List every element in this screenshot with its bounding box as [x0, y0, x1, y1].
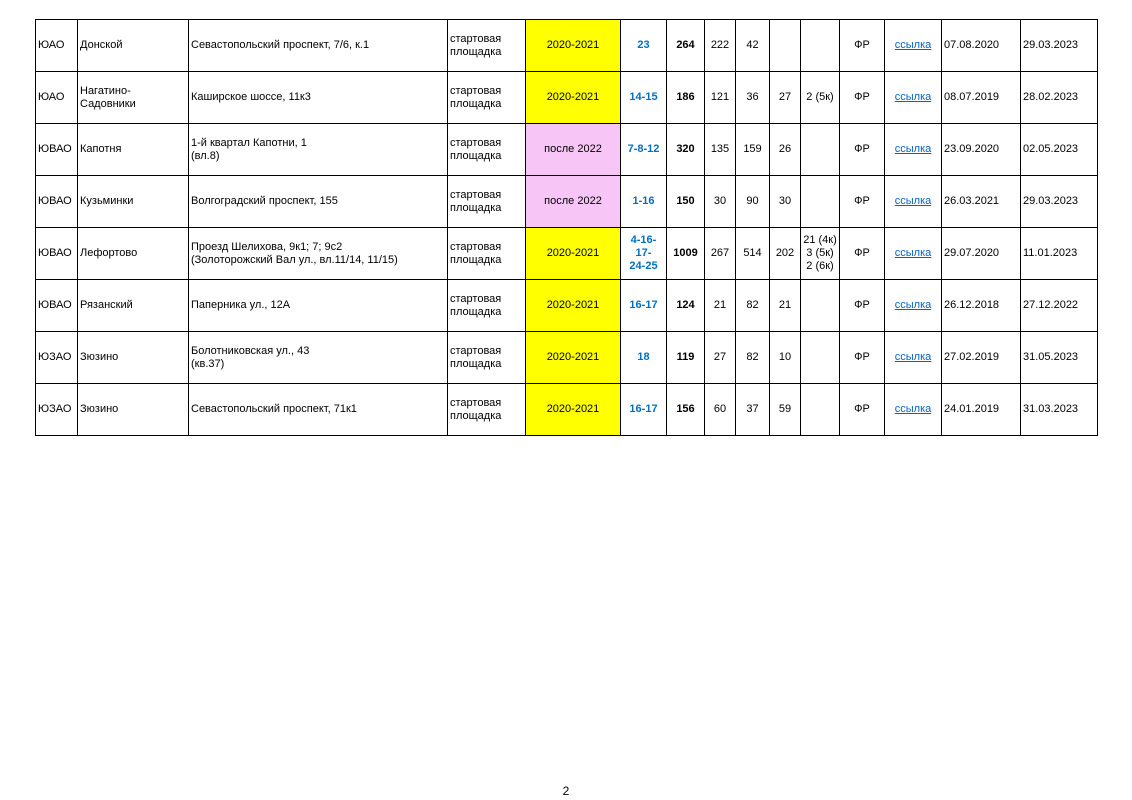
- count-4-line: 2 (6к): [806, 260, 834, 272]
- count-cell-3: [770, 20, 801, 72]
- link-cell: [885, 384, 942, 436]
- area-cell: Капотня: [78, 124, 189, 176]
- period-cell: 2020-2021: [526, 20, 621, 72]
- count-cell-3: 27: [770, 72, 801, 124]
- link-cell: [885, 72, 942, 124]
- site-type-line: стартовая: [450, 240, 502, 253]
- area-cell: Зюзино: [78, 384, 189, 436]
- fund-cell: ФР: [840, 124, 885, 176]
- district-cell: ЮАО: [36, 20, 78, 72]
- count-cell-4: [801, 280, 840, 332]
- count-cell-2: 36: [736, 72, 770, 124]
- count-cell-1: 30: [705, 176, 736, 228]
- site-type-cell: [448, 20, 526, 72]
- count-cell-3: 202: [770, 228, 801, 280]
- address-line: Болотниковская ул., 43: [191, 344, 310, 357]
- fund-cell: ФР: [840, 228, 885, 280]
- address-line: Проезд Шелихова, 9к1; 7; 9с2: [191, 240, 343, 253]
- site-type-line: площадка: [450, 253, 502, 266]
- fund-cell: ФР: [840, 332, 885, 384]
- count-cell-3: 10: [770, 332, 801, 384]
- address-line: (кв.37): [191, 357, 225, 370]
- count-cell-4: [801, 332, 840, 384]
- house-numbers-cell: [621, 72, 667, 124]
- house-numbers-line: 24-25: [629, 260, 658, 272]
- house-numbers-line: 18: [637, 351, 650, 363]
- district-cell: ЮВАО: [36, 280, 78, 332]
- end-date-cell: 28.02.2023: [1021, 72, 1098, 124]
- count-4-line: 21 (4к): [803, 234, 837, 246]
- total-count-cell: 1009: [667, 228, 705, 280]
- site-type-line: площадка: [450, 149, 502, 162]
- count-cell-2: 514: [736, 228, 770, 280]
- address-cell: [189, 124, 448, 176]
- period-cell: после 2022: [526, 176, 621, 228]
- site-type-line: стартовая: [450, 32, 502, 45]
- address-cell: [189, 72, 448, 124]
- count-cell-2: 82: [736, 332, 770, 384]
- area-cell: Кузьминки: [78, 176, 189, 228]
- table-row: [36, 228, 1098, 280]
- house-numbers-cell: [621, 176, 667, 228]
- house-numbers-line: 1-16: [632, 195, 655, 207]
- address-line: Волгоградский проспект, 155: [191, 195, 338, 207]
- link-cell: [885, 176, 942, 228]
- table-row: [36, 20, 1098, 72]
- address-cell: [189, 228, 448, 280]
- site-type-line: стартовая: [450, 136, 502, 149]
- count-cell-3: 59: [770, 384, 801, 436]
- address-cell: [189, 332, 448, 384]
- count-cell-4: [801, 20, 840, 72]
- document-link[interactable]: ссылка: [894, 247, 932, 259]
- site-type-line: стартовая: [450, 188, 502, 201]
- link-cell: [885, 280, 942, 332]
- district-cell: ЮВАО: [36, 124, 78, 176]
- page-number: 2: [562, 784, 570, 798]
- document-link[interactable]: ссылка: [894, 351, 932, 363]
- start-date-cell: 29.07.2020: [942, 228, 1021, 280]
- link-cell: [885, 228, 942, 280]
- start-date-cell: 26.12.2018: [942, 280, 1021, 332]
- site-type-line: стартовая: [450, 396, 502, 409]
- count-cell-2: 82: [736, 280, 770, 332]
- address-cell: [189, 280, 448, 332]
- house-numbers-cell: [621, 20, 667, 72]
- table-body: [36, 20, 1098, 436]
- count-cell-3: 26: [770, 124, 801, 176]
- house-numbers-cell: [621, 280, 667, 332]
- link-cell: [885, 332, 942, 384]
- district-cell: ЮВАО: [36, 176, 78, 228]
- count-4-line: 3 (5к): [806, 247, 834, 259]
- table-row: [36, 384, 1098, 436]
- address-line: (Золоторожский Вал ул., вл.11/14, 11/15): [191, 253, 398, 266]
- renovation-sites-table: [35, 19, 1098, 436]
- period-cell: 2020-2021: [526, 384, 621, 436]
- site-type-line: стартовая: [450, 84, 502, 97]
- end-date-cell: 29.03.2023: [1021, 20, 1098, 72]
- site-type-cell: [448, 332, 526, 384]
- end-date-cell: 27.12.2022: [1021, 280, 1098, 332]
- document-link[interactable]: ссылка: [894, 195, 932, 207]
- house-numbers-cell: [621, 332, 667, 384]
- district-cell: ЮЗАО: [36, 332, 78, 384]
- area-cell: Нагатино-Садовники: [78, 72, 189, 124]
- period-cell: 2020-2021: [526, 228, 621, 280]
- count-cell-2: 159: [736, 124, 770, 176]
- count-cell-3: 30: [770, 176, 801, 228]
- area-cell: Донской: [78, 20, 189, 72]
- count-cell-3: 21: [770, 280, 801, 332]
- start-date-cell: 24.01.2019: [942, 384, 1021, 436]
- period-cell: 2020-2021: [526, 332, 621, 384]
- count-cell-1: 222: [705, 20, 736, 72]
- site-type-cell: [448, 124, 526, 176]
- table-row: [36, 332, 1098, 384]
- house-numbers-line: 23: [637, 39, 650, 51]
- area-cell: Лефортово: [78, 228, 189, 280]
- total-count-cell: 186: [667, 72, 705, 124]
- count-cell-1: 21: [705, 280, 736, 332]
- count-cell-4: [801, 384, 840, 436]
- start-date-cell: 27.02.2019: [942, 332, 1021, 384]
- fund-cell: ФР: [840, 280, 885, 332]
- house-numbers-cell: [621, 228, 667, 280]
- address-cell: [189, 384, 448, 436]
- site-type-cell: [448, 384, 526, 436]
- house-numbers-cell: [621, 124, 667, 176]
- site-type-line: площадка: [450, 409, 502, 422]
- period-cell: после 2022: [526, 124, 621, 176]
- site-type-cell: [448, 176, 526, 228]
- count-cell-1: 121: [705, 72, 736, 124]
- start-date-cell: 23.09.2020: [942, 124, 1021, 176]
- total-count-cell: 124: [667, 280, 705, 332]
- count-cell-4: [801, 124, 840, 176]
- house-numbers-line: 4-16-17-: [630, 234, 657, 259]
- count-cell-1: 135: [705, 124, 736, 176]
- count-cell-1: 27: [705, 332, 736, 384]
- site-type-cell: [448, 228, 526, 280]
- site-type-cell: [448, 280, 526, 332]
- address-cell: [189, 176, 448, 228]
- address-line: 1-й квартал Капотни, 1: [191, 136, 307, 149]
- table-row: [36, 280, 1098, 332]
- fund-cell: ФР: [840, 20, 885, 72]
- link-cell: [885, 124, 942, 176]
- house-numbers-line: 16-17: [629, 403, 658, 415]
- document-link[interactable]: ссылка: [894, 91, 932, 103]
- address-line: Севастопольский проспект, 7/6, к.1: [191, 39, 370, 51]
- site-type-line: площадка: [450, 201, 502, 214]
- total-count-cell: 320: [667, 124, 705, 176]
- fund-cell: ФР: [840, 176, 885, 228]
- period-cell: 2020-2021: [526, 280, 621, 332]
- document-link[interactable]: ссылка: [894, 143, 932, 155]
- count-cell-1: 267: [705, 228, 736, 280]
- total-count-cell: 150: [667, 176, 705, 228]
- period-cell: 2020-2021: [526, 72, 621, 124]
- count-4-line: 2 (5к): [806, 91, 834, 103]
- site-type-line: площадка: [450, 97, 502, 110]
- house-numbers-cell: [621, 384, 667, 436]
- site-type-cell: [448, 72, 526, 124]
- address-cell: [189, 20, 448, 72]
- site-type-line: площадка: [450, 45, 502, 58]
- start-date-cell: 26.03.2021: [942, 176, 1021, 228]
- count-cell-2: 37: [736, 384, 770, 436]
- site-type-line: стартовая: [450, 344, 502, 357]
- count-cell-4: [801, 72, 840, 124]
- address-line: Каширское шоссе, 11к3: [191, 91, 311, 103]
- house-numbers-line: 16-17: [629, 299, 658, 311]
- area-cell: Рязанский: [78, 280, 189, 332]
- fund-cell: ФР: [840, 72, 885, 124]
- table-row: [36, 124, 1098, 176]
- site-type-line: стартовая: [450, 292, 502, 305]
- document-link[interactable]: ссылка: [894, 403, 932, 415]
- document-link[interactable]: ссылка: [894, 299, 932, 311]
- district-cell: ЮЗАО: [36, 384, 78, 436]
- house-numbers-line: 7-8-12: [627, 143, 660, 155]
- start-date-cell: 07.08.2020: [942, 20, 1021, 72]
- fund-cell: ФР: [840, 384, 885, 436]
- total-count-cell: 264: [667, 20, 705, 72]
- table-row: [36, 176, 1098, 228]
- end-date-cell: 02.05.2023: [1021, 124, 1098, 176]
- area-cell: Зюзино: [78, 332, 189, 384]
- start-date-cell: 08.07.2019: [942, 72, 1021, 124]
- district-cell: ЮВАО: [36, 228, 78, 280]
- end-date-cell: 31.03.2023: [1021, 384, 1098, 436]
- table-row: [36, 72, 1098, 124]
- link-cell: [885, 20, 942, 72]
- count-cell-4: [801, 228, 840, 280]
- count-cell-2: 90: [736, 176, 770, 228]
- document-link[interactable]: ссылка: [894, 39, 932, 51]
- count-cell-2: 42: [736, 20, 770, 72]
- total-count-cell: 156: [667, 384, 705, 436]
- district-cell: ЮАО: [36, 72, 78, 124]
- total-count-cell: 119: [667, 332, 705, 384]
- address-line: Паперника ул., 12А: [191, 299, 291, 311]
- address-line: Севастопольский проспект, 71к1: [191, 403, 357, 415]
- count-cell-1: 60: [705, 384, 736, 436]
- address-line: (вл.8): [191, 149, 220, 162]
- count-cell-4: [801, 176, 840, 228]
- house-numbers-line: 14-15: [629, 91, 658, 103]
- end-date-cell: 31.05.2023: [1021, 332, 1098, 384]
- end-date-cell: 11.01.2023: [1021, 228, 1098, 280]
- site-type-line: площадка: [450, 305, 502, 318]
- end-date-cell: 29.03.2023: [1021, 176, 1098, 228]
- site-type-line: площадка: [450, 357, 502, 370]
